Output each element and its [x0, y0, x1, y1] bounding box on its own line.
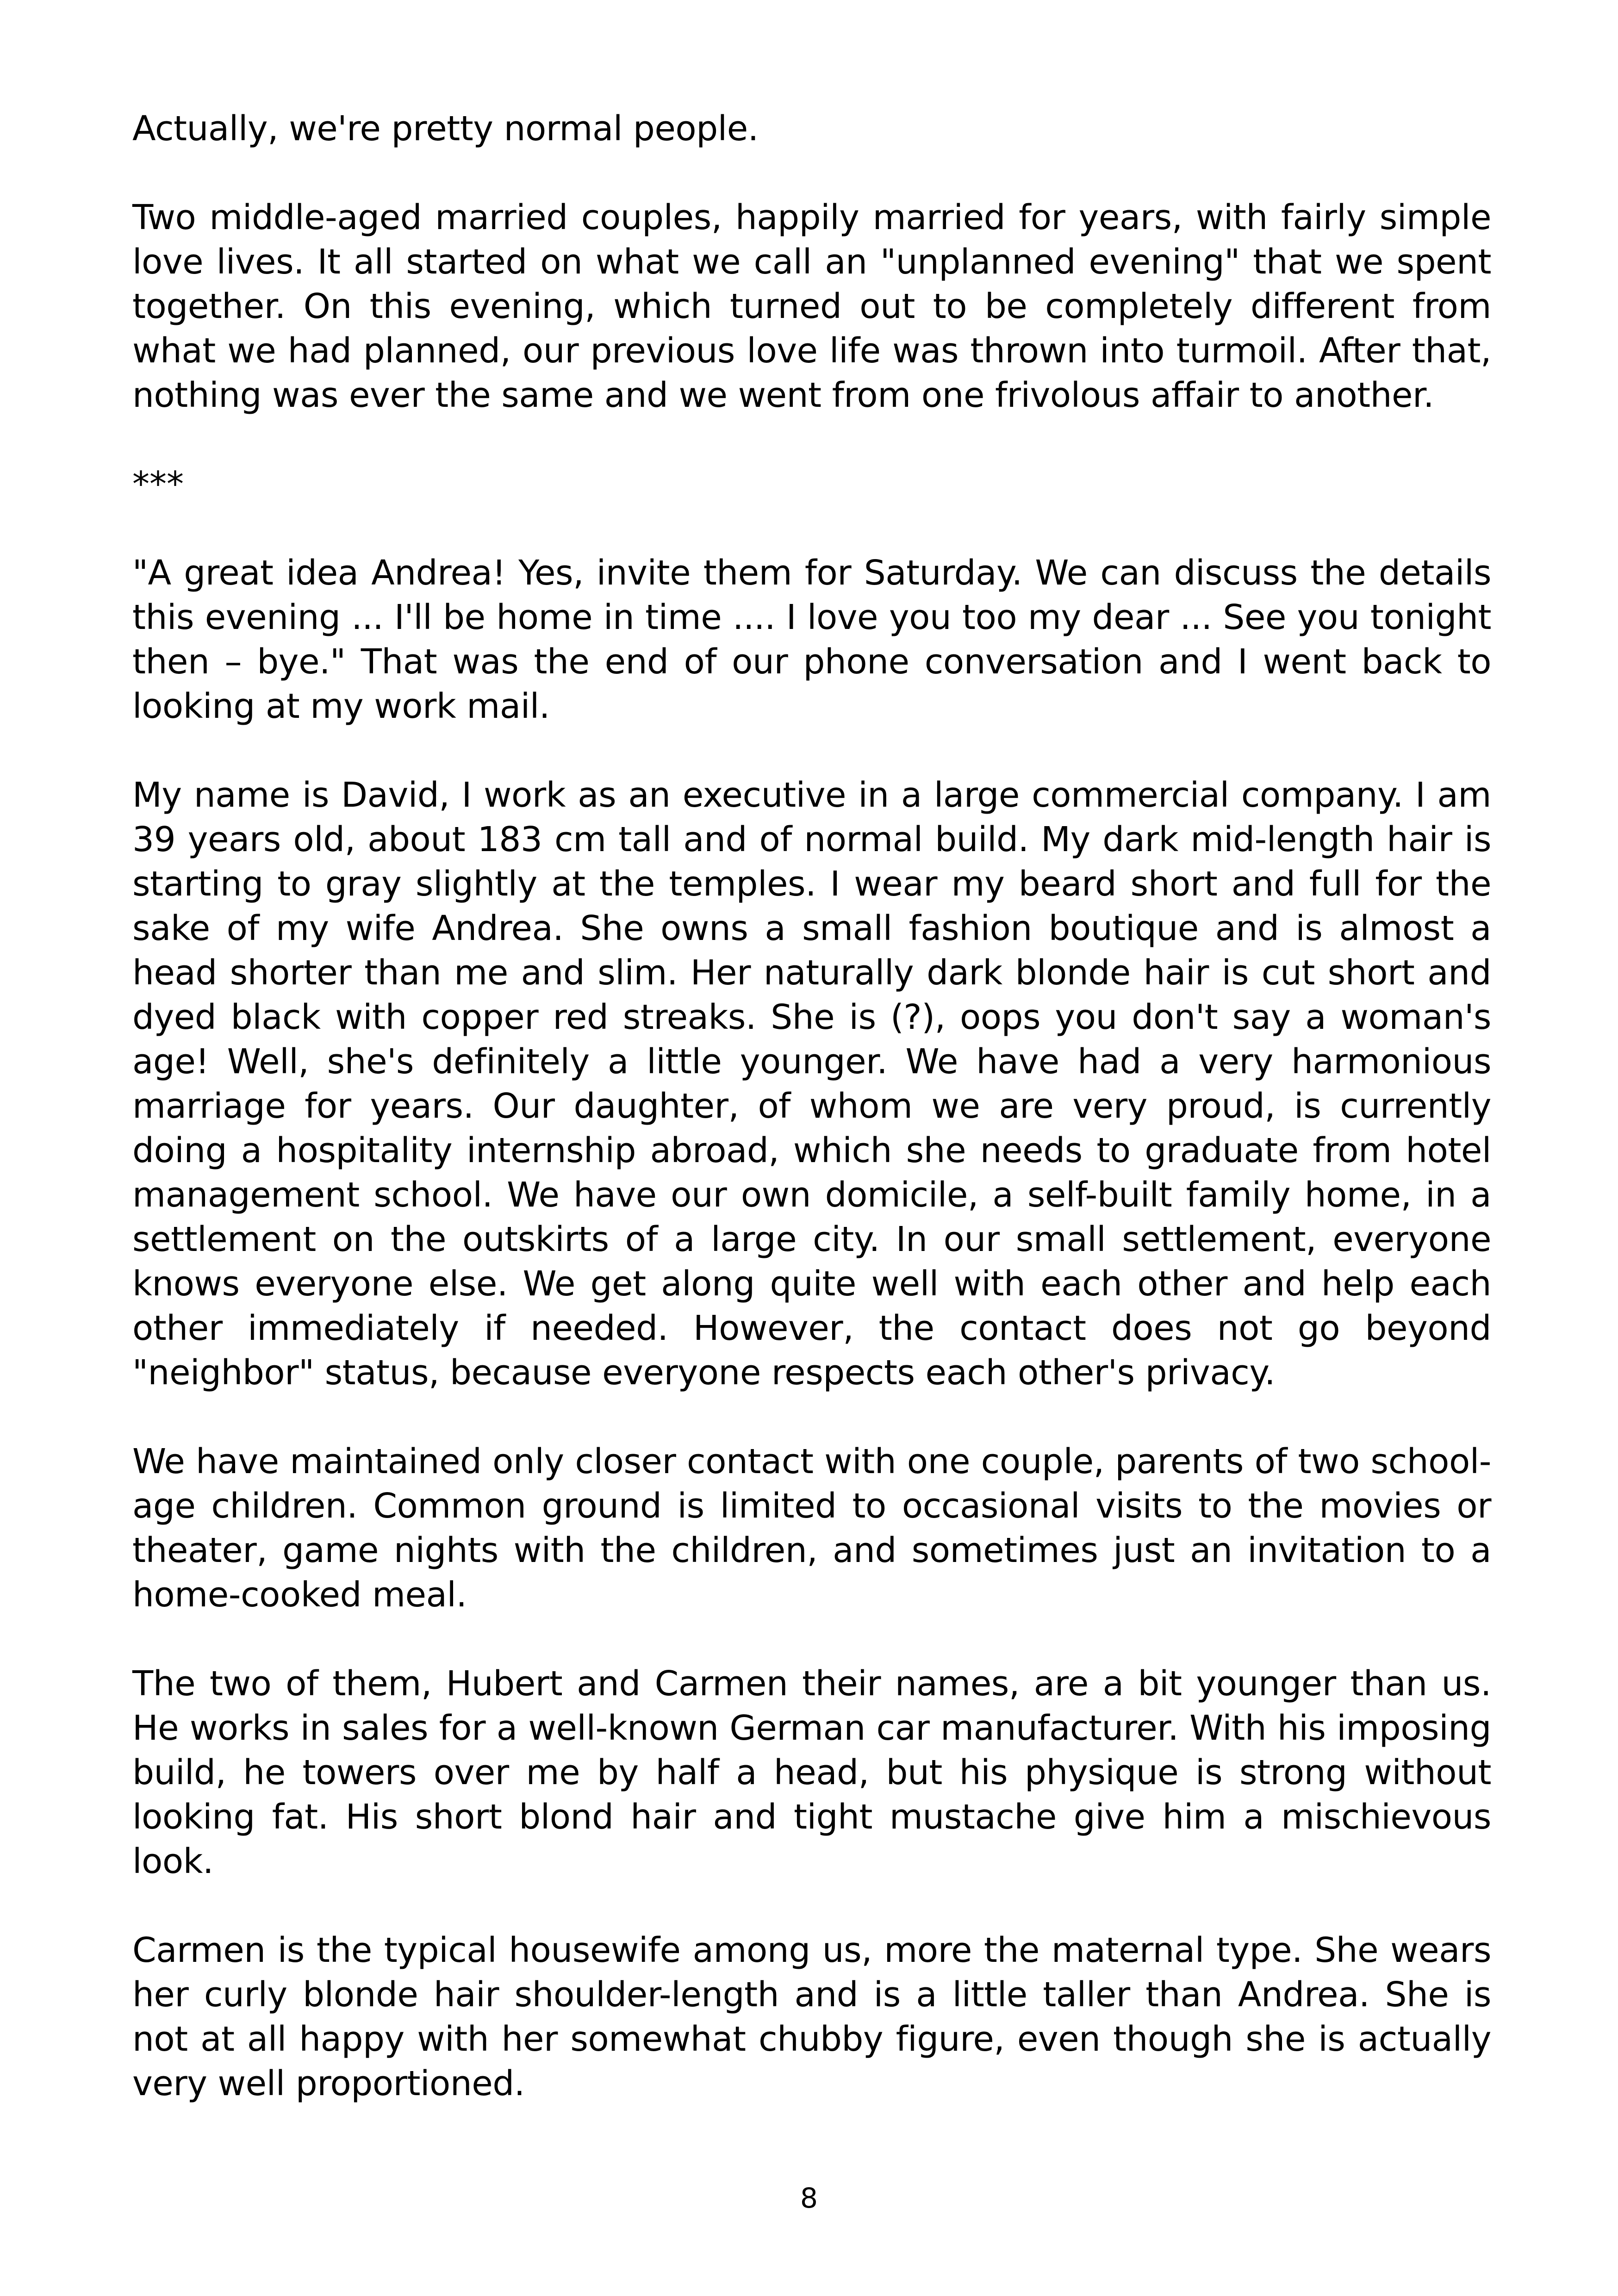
paragraph-couples: Two middle-aged married couples, happily married for years, with fairly simple love lives. It all started on what we call an "unplanned evening" that we spent together. On this evening, which turned out to be completely different from what we had planned, our previous love life was thrown into turmoil. After that, nothing was ever the same and we went from one frivolous affair to another. — [132, 198, 1491, 415]
paragraph-david: My name is David, I work as an executive in a large commercial company. I am 39 years old, about 183 cm tall and of normal build. My dark mid-length hair is starting to gray slightly at the temples. I wear my beard short and full for the sake of my wife Andrea. She owns a small fashion boutique and is almost a head shorter than me and slim. Her naturally dark blonde hair is cut short and dyed black with copper red streaks. She is (?), oops you don't say a woman's age! Well, she's definitely a little younger. We have had a very harmonious marriage for years. Our daughter, of whom we are very proud, is currently doing a hospitality internship abroad, which she needs to graduate from hotel management school. We have our own domicile, a self-built family home, in a settlement on the outskirts of a large city. In our small settlement, everyone knows everyone else. We get along quite well with each other and help each other immediately if needed. However, the contact does not go beyond "neighbor" status, because everyone respects each other's privacy. — [132, 775, 1491, 1393]
section-separator: *** — [132, 464, 184, 504]
page-number: 8 — [800, 2182, 818, 2215]
paragraph-hubert: The two of them, Hubert and Carmen their names, are a bit younger than us. He works in sales for a well-known German car manufacturer. With his imposing build, he towers over me by half a head, but his physique is strong without looking fat. His short blond hair and tight mustache give him a mischievous look. — [132, 1664, 1491, 1881]
paragraph-closer-contact: We have maintained only closer contact with one couple, parents of two school-age children. Common ground is limited to occasional visits to the movies or theater, game nights with the children, and sometimes just an invitation to a home-cooked meal. — [132, 1442, 1491, 1615]
paragraph-intro: Actually, we're pretty normal people. — [132, 109, 759, 149]
paragraph-phone-call: "A great idea Andrea! Yes, invite them for Saturday. We can discuss the details this evening ... I'll be home in time .... I love you too my dear ... See you tonight then – bye." That was the end of our phone conversation and I went back to looking at my work mail. — [132, 553, 1491, 726]
document-page — [132, 106, 1491, 2150]
paragraph-carmen: Carmen is the typical housewife among us, more the maternal type. She wears her curly blonde hair shoulder-length and is a little taller than Andrea. She is not at all happy with her somewhat chubby figure, even though she is actually very well proportioned. — [132, 1930, 1491, 2103]
